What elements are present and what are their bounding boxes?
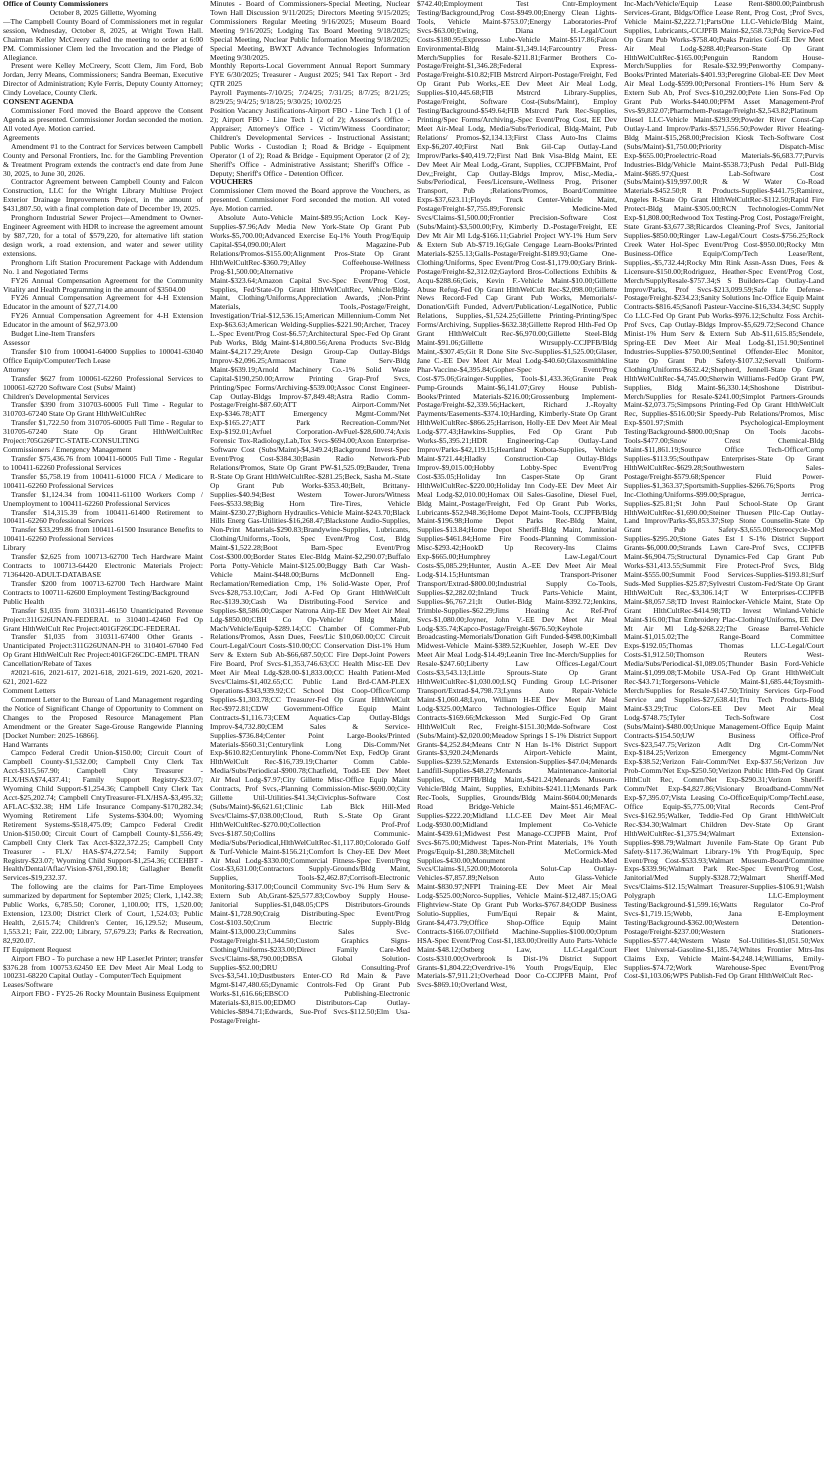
paragraph: October 8, 2025 Gillette, Wyoming <box>49 7 157 17</box>
paragraph: $742.40;Employment Test Cntr-Employment Testing/Background,Prog Cost-$949.00;Energy Clean Lights-Tools, Vehicle Maint-$753.07;Energy Laboratories-Prof Svcs-$63.00;Ewing, Diana H.-Legal/Court Costs-$180.95;Expresso Lube-Vehicle Maint-$517.86;Falcon Environmental-Bldg Maint-$1,349.14;Farcountry Press-Merch/Supplies for Resale-$211.81;Farmer Brothers Co-Postage/Freight-$1,346.28;Federal Express-Postage/Freight-$10.82;FIB Mstrcrd Airport-Postage/Freight, Fed Op Grant Pub Works,-EE Dev Meet Air Meal Lodg, Supplies-$10,445.68;FIB Mstrcrd Library-Supplies, Postage/Freight, Software Cost-(Subs/Maint), Employ Testing/Background-$549.64;FIB Mstrcrd Park Rec-Supplies, Printing/Spec Forms/Archiving,-Spec Event/Prog Cost, EE Dev Meet Air-Meal Lodg, Media/Subs/Periodical, Bldg-Maint, Pub Relations/ Promos-$2,134.13;First Class Auto-Ins Claims Exp-$6,207.40;First Natl Bnk Gil-Cap Outlay-Land Improv/Parks-$40,419.72;First Natl Bnk Visa-Bldg Maint, EE Dev Meet Air Meal Lodg,-Grant, Supplies, CCJPFBMaint, Prof Dev,;Freight, Cap Outlay-Bldgs Improv, Misc,-Media,-Subs/Periodical, Fees/Licensure,-Wellness Prog, Prisoner Transport, Pub ;Relations/Promos, Board/Committee Exps-$37,623.11;Floyds Truck Center-Vehicle Maint, Postage/Freight-$7,755.89;Forensic Medicine-Med Svcs/Claims-$1,500.00;Frontier Precision-Software Cost (Subs/Maint)-$3,500.00;Fry, Kimberly D.-Postage/Freight, EE Dev Mt Air Ml Ldg-$166.11;Gabriel Project WY-1% Hum Serv & Extern Sub Ab-$719.16;Gale Cengage Learn-Books/Printed Materials-$255.13;Galls-Postage/Freight-$189.93;Game One-Clothing/Uniforms, Spec Event/Prog Cost-$1,179.00;Gary Brink-Postage/Freight-$2,312.02;Gaylord Bros-Collections Exhibits & Acqu-$288.66;Geis, Kevin F.-Vehicle Maint-$10.00;Gillette Abuse Refug-Fed Op Grant HlthWelCult Rec-$2,098.00;Gillette News Record-Fed Cap Grant Pub Works, Memorials/-Donation/Gift Funded, Advert/Publication/-LegalNotice, Public Relations, Supplies,-$1,524.25;Gillette Printing-Printing/Spec Forms/Archiving, Supplies-$632.38;Gillette Reprod Hlth-Fed Op Grant HlthWelCult Rec-$6,970.00;Gillette Steel-Bldg Maint-$91.06;Gillette Wtrsupply-CCJPFB/Bldg Maint,-$307.45;Git R Done Site Svc-Supplies-$1,525.00;Glaser, Jane C.-EE Dev Meet Air Meal Lodg-$40.60;Glaxosmithkline Phar-Vaccine-$4,395.84;Gopher-Spec Event/Prog Cost-$75.06;Grainger-Supplies, Tools-$1,433.36;Granite Peak Pump-Grounds Maint-$6,141.07;Grey House Publish-Books/Printed Materials-$216.00;Grossenburg Implement-Postage/Freight-$2,339.56;Hackert, Richard J.-Royalty Payments/Easements-$374.10;Harding, Kimberly-State Op Grant HlthWelCultRec-$866.25;Harrison, Holly-EE Dev Meet Air Meal Lodg-$77.43;Hawkins-Supplies, Fed Op Grant Pub Works-$5,395.21;HDR Engineering-Cap Outlay-Land Improv/Parks-$42,119.15;Heartland Kubota-Supplies, Vehicle Maint-$721.44;Hladky Construction-Cap Outlay-Bldgs Improv-$9,015.00;Hobby Lobby-Spec Event/Prog Cost-$35.05;Holiday Inn Casper-State Op Grant HlthWelCultRec-$220.00;Holiday Inn Cody-EE Dev Meet Air Meal Lodg-$2,010.00;Homax Oil Sales-Gasoline, Diesel Fuel, Bldg Maint,-Postage/Freight, Fed Op Grant Pub Works, Lubricants-$52,948.36;Home Depot Maint-Tools, CCJPFB/Bldg Maint-$196.98;Home Depot Parks Rec-Bldg Maint, Supplies-$13.84;Home Depot Sheriff-Bldg Maint, Janitorial Supplies-$461.84;Home Fire Foods-Planning Commission-Misc-$293.42;HookD Up Recovery-Ins Claims Exp-$665.00;Humphrey Law-Legal/Court Costs-$5,085.29;Hunter, Austin A.-EE Dev Meet Air Meal Lodg-$14.15;Huntsman Transport-Prisoner Transport/Extrad-$800.00;Industrial Supply Co-Tools, Supplies-$2,282.02;Inland Truck Parts-Vehicle Maint, Supplies-$6,767.21;It Outlet-Bldg Maint-$392.72;Jenkins, Trimble-Supplies-$62.29;Jims Heating Ac Ref-Prof Svcs-$1,080.00;Joyner, John V.-EE Dev Meet Air Meal Lodg-$35.74;Kapco-Postage/Freight-$676.50;Keyhole Broadcasting-Memorials/Donation Gift Funded-$498.00;Kimball Midwest-Vehicle Maint-$389.52;Kuehler, Joseph W.-EE Dev Meet Air Meal Lodg-$14.49;Leanin Tree Inc-Merch/Supplies for Resale-$247.60;Liberty Law Offices-Legal/Court Costs-$3,543.13;Little Sprouts-State Op Grant HlthWelCultRec-$1,030.00;LSQ Funding Group LC-Prisoner Transport/Extrad-$4,798.73;Lynns Auto Repair-Vehicle Maint-$1,060.48;Lyon, William H-EE Dev Meet Air Meal Lodg-$325.00;Marco Technologies-Office Equip Maint Contracts-$169.66;Mckesson Med Surgic-Fed Op Grant HlthWelCult Rec, Freight-$151.30;Mde-Software Cost (Subs/Maint)-$2,020.00;Meadow Springs I S-1% District Support Grants-$4,252.84;Means Cntr N Han Is-1% District Support Grants-$3,920.24;Menards Airport-Vehicle Maint, Supplies-$239.52;Menards Extension-Supplies-$47.04;Menards Landfill-Supplies-$48.27;Menards Maintenance-Janitorial Supplies, CCJPFB/Bldg Maint,-$421.24;Menards Museum-Vehicle/Bldg Maint, Supplies, Exhibits-$241.11;Menards Park Rec-Tools, Supplies, Grounds/Bldg Maint-$604.00;Menards Road Bridge-Vehicle Maint-$51.46;MFAC-Supplies-$222.20;Midland LLC-EE Dev Meet Air Meal Lodg-$930.00;Midland Implement Co-Vehicle Maint-$439.61;Midwest Pest Manage-CCJPFB Maint, Prof Svcs-$675.00;Midwest Tapes-Non-Print Materials, 1% Youth Progs/Equip-$1,280.38;Mitchell McCormick-Med Supplies-$430.00;Monument Health-Med Svcs/Claims-$1,520.00;Motorola Solut-Cap Outlay-Vehicles-$7,857.89;Nelson Auto Glass-Vehicle Maint-$830.97;NFPI Training-EE Dev Meet Air Meal Lodg-$525.00;Norco-Supplies, Vehicle Maint-$12,487.15;OAG Flightview-State Op Grant Pub Works-$767.84;ODP Business Solutio-Supplies, Fum/Equi Repair & Maint, Grant-$4,473.79;Office Shop-Office Equip Maint Contracts-$166.07;Oilfield Machine-Supplies-$100.00;Optum HSA-Spec Event/Prog Cost-$1,183.00;Oreilly Auto Parts-Vehicle Maint-$48.12;Ostberg Law, LLC-Legal/Court Costs-$310.00;Overbrook Is Dist-1% District Support Grants-$1,804.22;Overdrive-1% Youth Progs/Equip, Elec Materials-$7,911.21;Overhead Door Co-CCJPFB Maint, Prof Svcs-$869.10;Overland West, <box>417 0 617 990</box>
column-4 <box>624 0 824 1457</box>
paragraph: Assessor <box>3 338 30 348</box>
paragraph: IT Equipment Request <box>3 944 72 954</box>
paragraph: Budget Line-Item Transfers <box>11 329 95 339</box>
subsection-heading: CONSENT AGENDA <box>3 97 74 107</box>
paragraph: —The Campbell County Board of Commissioners met in regular session, Wednesday, October 8, 2025, at Wright Town Hall. Chairman Kelley McCreery called the meeting to order at 6:00 PM. Commissioner Clem led the Invocation and the Pledge of Allegiance. <box>3 16 203 62</box>
paragraph: Transfer $33,299.86 from 100411-61500 Insurance Benefits to 100411-62260 Professional Services <box>3 525 203 544</box>
column-2 <box>210 0 410 1457</box>
paragraph: Transfer $390 from 310703-60005 Full Time - Regular to 310703-67240 State Op Grant HlthWelCultRec <box>3 400 203 419</box>
paragraph: Commissioner Ford moved the Board approve the Consent Agenda as presented. Commissioner Jordan seconded the motion. All voted Aye. Motion carried. <box>3 106 203 133</box>
paragraph: Transfer $1,035 from 310311-46150 Unanticipated Revenue Project:311G26UNAN-FEDERAL to 310401-42460 Fed Op Grant HlthWelCult Rec Project:401GF26CDC-FEDERAL <box>3 605 203 633</box>
paragraph: Present were Kelley McCreery, Scott Clem, Jim Ford, Bob Jordan, Jerry Means, Commissioners; Sandra Beeman, Executive Director of Administration; Kyle Ferris, Deputy County Attorney; Cindy Lovelace, County Clerk. <box>3 61 203 98</box>
column-3 <box>417 0 617 1457</box>
paragraph: Transfer $5,758.19 from 100411-61000 FICA / Medicare to 100411-62260 Professional Services <box>3 471 203 490</box>
paragraph: FY26 Annual Compensation Agreement for 4-H Extension Educator in the amount of $27,714.00 <box>3 293 203 312</box>
paragraph: Campco Federal Credit Union-$150.00; Circuit Court of Campbell County-$1,532.00; Campbell Cnty Clerk Tax Acct-$315,567.90; Campbell Cnty Treasurer - FLX/HSA$74,437.41; Family Support Registry-$23.07; Wyoming Child Support-$1,254.36; Campbell Cnty Clerk Tax Acct-$25,202.74; Campbell CntyTreasurer-FLX/HSA-$3,495.32; AFLAC-$32.38; HM Life Insurance Company-$170,282.34; Wyoming Retirement Life Systems-$304.00; Wyoming Retirement Systems-$518,475.09; Campco Federal Credit Union-$150.00; Circuit Court of Campbell County-$1,556.49; Campbell Cnty Clerk Tax Acct-$322,372.25; Campbell Cnty Treasurer - FLX/ HAS-$74,272.54; Family Support Registry-$23.07; Wyoming Child Support-$1,254.36; CCEHBT - Health/Dental/Aflac/Vision-$761,390.18; Gallagher Benefit Services-$19,232.37. <box>3 748 203 883</box>
paragraph: Inc-Mach/Vehicle/Equip Lease Rent-$800.00;Paintbrush Services-Grant, Bldgs/Office Lease Rent, Prog Cost, ;Prof Svcs, Vehicle Maint-$2,222.71;PartsOne LLC-Vehicle/Bldg Maint, Supplies, Lubricants,-CCJPFB Maint-$2,558.73;Pdq Service-Fed Op Grant Pub Works-$758.40;Peaks Prairies Golf-EE Dev Meet Air Meal Lodg-$288.40;Pearson-State Op Grant HlthWelCultRec-$165.00;Penguin Random House-Merch/Supplies for Resale-$32.99;Penworthy Company-Books/Printed Materials-$401.93;Peregrine Global-EE Dev Meet Air Meal Lodg-$599.00;Personal Frontiers-1% Hum Serv & Extern Sub Ab, Prof Svcs-$10,292.00;Pete Lien Sons-Fed Op Grant Pub Works-$440.00;PFM Asset Management-Prof Svs-$9,832.07;Pharmchem-Postage/Freight-$2,543.82;Platinum Diesel LLC-Vehicle Maint-$293.99;Powder River Const-Cap Outlay-Land Improv/Parks-$571,556.50;Powder River Heating-Bldg Maint-$15,268.00;Precision Kiosk Tech-Software Cost (Subs/Maint)-$1,750.00;Priority Dispatch-Misc Exp-$655.00;Proelectric-Road Materials-$6,683.77;Purvis Industries-Bldg/Vehicle Maint-$538.73;Push Pedal Pull-Bldg Maint-$685.97;Quest Lab-Software Cost (Subs/Maint)-$19,997.00;R & W Water Co-Road Materials-$452.50;R R Products-Supplies-$441.75;Ramirez, Angeles R-State Op Grant HlthWelCultRec-$112.50;Rapid Fire Protect-Bldg Maint-$305.00;RCN Technologies-Comm/Net Exp-$1,808.00;Redwood Tox Testing-Prog Cost, Postage/Freight, State Grant-$3,677.38;Ricardos Cleaning-Prof Svcs, Janitorial Supplies-$850.00;Ringer Law-Legal/Court Costs-$756.25;Rock Creek Water Hol-Spec Event/Prog Cost-$950.00;Rocky Mtn Business-Office Equip/Comp/Tech Lease/Rent, Supplies,-$5,732.44;Rocky Mtn Rink Assn-Assn Dues, Fees & Licensure-$150.00;Rodriguez, Heather-Spec Event/Prog Cost, Merch/SupplyResale-$757.34;S S Builders-Cap Outlay-Land Improv/Parks, Prof Svcs-$213,099.59;Safe Life Defense-Postage/Freight-$234.23;Sanity Solutions Inc-Office Equip Maint Contracts-$816.45;Sanofi Pasteur-Vaccine-$16,334.34;SC Supply Co LLC-Fed Op Grant Pub Works-$976.12;Schultz Foss Archit-Prof Svcs, Cap Outlay-Bldgs Improv-$5,629.72;Second Chance Minist-1% Hum Serv & Extern Sub Ab-$11,615.85;Sendele, Spring-EE Dev Meet Air Meal Lodg-$1,151.90;Sentinel Industries-Supplies-$750.00;Sentinel Offender-Elec Monitor, State Op Grant Pub Safety-$107.32;Servall Uniform-Clothing/Uniforms-$632.42;Shepherd, Jennell-State Op Grant HlthWelCultRec-$4,745.00;Sherwin Williams-FedOp Grant PW, Supplies, Bldg Maint-$6,330.14;Shoshone Distribut-Merch/Supplies for Resale-$241.00;Simplot Partners-Grounds Maint-$2,073.75;Simpsons Printing-Fed Op Grant HlthWelCult Rec, Supplies-$516.00;Sir Speedy-Pub Relations/Promos, Misc Exp-$501.97;Smith Psychological-Employment Testing/Background-$800.00;Snap On Tools Jacobs-Tools-$477.00;Snow Crest Chemical-Bldg Maint-$11,861.19;Source Office Tech-Office/Comp Supplies-$113.95;Southpaw Enterprises-State Op Grant HlthWelCultRec-$629.28;Southwestern Sales-Postage/Freight-$579.68;Spencer Fluid Power-Supplies-$1,363.37;Sportsmith-Supplies-$266.76;Sports Prog Inc-Clothing/Uniforms-$99.00;Sprague, Jerrica-Supplies-$25.81;St John Paul School-State Op Grant HlthWelCultRec-$1,690.00;Steiner Thuesen Pllc-Cap Outlay-Land Improv/Parks-$5,853.37;Step Stone Counselin-State Op Grant Pub Safety-$3,655.00;Stereocycle-Med Supplies-$295.20;Stone Gates Est I S-1% District Support Grants-$6,000.00;Strands Lawn Care-Prof Svcs, CCJPFB Maint-$6,904.75;Structural Dynamics-Fed Cap Grant Pub Works-$31,413.55;Summit Fire Protect-Prof Svcs, Bldg Maint-$555.00;Summit Food Services-Supplies-$193.81;Surf Suds-Med Supplies-$25.87;Sylvestri Custom-Fed/State Op Grant HlthWelCult Rec,-$3,306.14;T W Enterprises-CCJPFB Maint-$8,057.58;TD Invest Rainlocker-Vehicle Maint, State Op Grant HlthCultRec-$414.98;TD Invest Winland-Vehicle Maint-$16.00;That Embroidery Plac-Clothing/Uniforms, EE Dev Mt Air Ml Ldg-$268.22;The Grease Barrel-Vehicle Maint-$1,015.02;The Range-Board Committee Exps-$192.05;Thomas Thomas LLC-Legal/Court Costs-$1,912.50;Thomson Reuters West-Media/Subs/Periodical-$1,089.05;Thunder Basin Ford-Vehicle Maint-$1,099.08;T-Mobile USA-Fed Op Grant HlthWelCult Rec-$43.71;Torgersons-Vehicle Maint-$1,685.44;Toysmith-Merch/Supplies for Resale-$147.50;Trinity Services Grp-Food Service and Supplies-$27,638.41;Tru Tech Products-Bldg Maint-$3.29;Truc Colors-EE Dev Meet Air Meal Lodg-$748.75;Tyler Tech-Software Cost (Subs/Maint)-$480.00;Unique Management-Office Equip Maint Contracts-$154.50;UW Business Office-Prof Svcs-$23,547.75;Verizon Adlt Drg Crt-Comm/Net Exp-$184.25;Verizon Emergency Mgmt-Comm/Net Exp-$38.52;Verizon Fair-Comm/Net Exp-$37.56;Verizon Juv Prob-Comm/Net Exp-$250.50;Verizon Public Hlth-Fed Op Grant HlthCult Rec, Comm/Net Exp-$290.31;Verizon Sheriff-Comm/Net Exp-$4,827.86;Visionary Broadband-Comm/Net Exp-$7,395.07;Vista Leasing Co-OfficeEquip/Comp/TechLease, Office Equip-$5,775.00;Vital Records Cent-Prof Svcs-$162.95;Walker, Teddie-Fed Op Grant HlthWelCult Rec-$34.30;Walmart Children Dev-State Op Grant HlthWelCultRec-$1,375.94;Walmart Extension-Supplies-$98.79;Walmart Juvenile Fam-State Op Grant Pub Safety-$117.36;Walmart Library-1% Yth Prog/Equip, Spec Event/Prog Cost-$533.93;Walmart Museum-Board/Committee Exps-$339.96;Walmart Park Rec-Spec Event/Prog Cost, Janitorial/Med Supply-$328.72;Walmart Sheriff-Med Svcs/Claims-$12.15;Walmart Treasurer-Supplies-$106.91;Walsh Polygraph LLC-Employment Testing/Background-$1,599.16;Watts Regulator Co-Prof Svcs-$1,719.15;Webb, Jana E-Employment Testing/Background-$362.00;Western Detention-Postage/Freight-$237.00;Western Stationers-Supplies-$577.44;Western Waste Sol-Utilities-$1,051.50;Wex Fleet Universal-Gasoline-$1,185.74;Whites Frontier Mtrs-Ins Claims Exp, Vehicle Maint-$4,248.14;Williams, Emily-Supplies-$74.72;Work Warehouse-Spec Event/Prog Cost-$1,103.06;WPS Publish-Fed Op Grant HlthWelCult Rec- <box>624 0 824 981</box>
paragraph: Transfer $1,722.50 from 310705-60005 Full Time - Regular to 310705-67240 State Op Grant HlthWelCultRec Project:705G26PTC-STATE-CONSULTING <box>3 418 203 446</box>
paragraph: Hand Warrants <box>3 739 49 749</box>
paragraph: Commissioner Clem moved the Board approve the Vouchers, as presented. Commissioner Ford seconded the motion. All voted Aye. Motion carried. <box>210 186 410 214</box>
paragraph: Pronghorn Industrial Sewer Project—Amendment to Owner-Engineer Agreement with HDR to increase the agreement amount by $87,720, for a total of $579,220, for alternative lift station design work, a road extension, and water and sewer utility extensions. <box>3 213 203 258</box>
paragraph: Children's Developmental Services <box>3 391 110 401</box>
paragraph: Agreements <box>3 132 40 142</box>
paragraph: Public Health <box>3 596 45 606</box>
paragraph: Airport FBO - To purchase a new HP LaserJet Printer; transfer $376.28 from 100753.62450 EE Dev Meet Air Meal Lodg to 100231-68220 Capital Outlay - Computer/Tech Equipment <box>3 953 203 981</box>
paragraph: Pronghorn Lift Station Procurement Package with Addendum No. 1 and Negotiated Terms <box>3 257 203 276</box>
paragraph: Transfer $1,035 from 310311-67400 Other Grants - Unanticipated Project:311G26UNAN-PH to 310401-67040 Fed Op Grant HlthWelCult Rec Project:401GF26CDC-EMPL TRAN <box>3 632 203 660</box>
paragraph: Comment Letters <box>3 685 56 695</box>
paragraph: Leases/Software <box>3 980 53 990</box>
paragraph: FY26 Annual Compensation Agreement for 4-H Extension Educator in the amount of $62,973.00 <box>3 311 203 330</box>
paragraph: FY26 Annual Compensation Agreement for the Community Vitality and Health Programming in the amount of $3504.00 <box>3 275 203 294</box>
paragraph: Transfer $627 from 100061-62260 Professional Services to 100061-62720 Software Cost (Subs/ Maint) <box>3 373 203 392</box>
paragraph: Contractor Agreement between Campbell County and Falcon Construction, LLC for the Wright Library Multiuse Project Exterior Drainage Improvements Project, in the amount of $431,807.50, with a final completion date of December 19, 2025. <box>3 177 203 214</box>
paragraph: Transfer $1,124.34 from 100411-61100 Workers Comp / Unemployment to 100411-62260 Professional Services <box>3 489 203 508</box>
paragraph: Attorney <box>3 364 30 374</box>
paragraph: Transfer $2,625 from 100713-62700 Tech Hardware Maint Contracts to 100713-64420 Electronic Materials Project: 71364420-ADULT-DATABASE <box>3 552 203 579</box>
paragraph: Cancellation/Rebate of Taxes <box>3 659 92 669</box>
paragraph: Amendment #1 to the Contract for Services between Campbell County and Personal Frontiers, Inc. for the Gambling Prevention & Treatment Program extends the contract's end date from June 30, 2025, to June 30, 2026. <box>3 141 203 178</box>
column-1 <box>3 0 203 1457</box>
paragraph: Transfer $200 from 100713-62700 Tech Hardware Maint Contracts to 100711-62600 Employment Testing/Background <box>3 578 203 597</box>
paragraph: Comment Letter to the Bureau of Land Management regarding the Notice of Significant Change of Opportunity to Comment on Changes to the Proposed Resource Management Plan Amendment or the Greater Sage-Grouse Rangewide Planning [Docket Number: 2025-16866]. <box>3 694 203 740</box>
section-heading: Office of County Commissioners <box>3 0 109 8</box>
paragraph: Transfer $75,436.76 from 100411-60005 Full Time - Regular to 100411-62260 Professional Services <box>3 454 203 472</box>
paragraph: Payroll Payments-7/10/25; 7/24/25; 7/31/25; 8/7/25; 8/21/25; 8/29/25; 9/4/25; 9/18/25; 9/30/25; 10/02/25 <box>210 88 410 107</box>
paragraph: Absolute Auto-Vehicle Maint-$89.95;Action Lock Key-Supplies-$7.96;Adv Media New York-State Op Grant Pub Works-$5,700.00;Advanced Exercise Eq-1% Youth Prog/Equip Capital-$54,090.00;Alert Magazine-Pub Relations/Promos-$155.00;Alignment Pros-State Op Grant HlthWelCultRec-$360.79;Alley Coffeehouse-Wellness Prog-$1,500.00;Alternative Propane-Vehicle Maint-$323.64;Amazon Capital Svc-Spec Event/Prog Cost, Supplies, Fed/State-Op Grant HlthWelCultRec, Vehicle/Bldg-Maint, Clothing/Uniforms,Appreciation Awards, ;Non-Print Materials, Tools,-Postage/Freight, Investigation/Trial-$12,536.15;American Millennium-Comm Net Exp-$63.63;American Welding-Supplies-$221.90;Archer, Tracey L.-Spec Event/Prog Cost-$6.57;Architectural Spec-Fed Op Grant Pub Works, Bldg Maint-$14,800.56;Arena Products Svc-Bldg Maint-$4,217.29;Arete Design Group-Cap Outlay-Bldgs Improv-$2,096.25;Armacost Trane Serv-Bldg Maint-$639.19;Arnold Machinery Co.-1% Solid Waste Capital-$190,250.00;Arrow Printing Grap-Prof Svcs, Printing/Spec Forms/Archiving-$539.00;Assoc Const Engineer-Cap Outlay-Bldgs Improv-$7,849.48;Astra Radio Comm-Postage/Freight-$87.60;ATT Airport-Comm/Net Exp-$346.78;ATT Emergency Mgmt-Comm/Net Exp-$165.27;ATT Park Recreation-Comm/Net Exp-$192.01;Avfuel Corporation-AvFuel-$28,600.74;Axis Forensic Tox-Radiology,Lab,Tox Svcs-$694.00;Axon Enterprise-Software Cost (Subs/Maint)-$4,349.24;Background Invest-Spec Event/Prog Cost-$384.30;Basin Radio Network-Pub Relations/Promos, State Op Grant PW-$1,525.09;Bauder, Trena R-State Op Grant HlthWelCultRec-$281.25;Beck, Sasha M.-State Op Grant Pub Works-$353.40;Belt, Brittany-Supplies-$40.94;Best Western Tower-Jurors/Witness Fees-$533.98;Big Horn Tire-Tires, Vehicle Maint-$230.27;Bighorn Hydraulics-Vehicle Maint-$243.70;Black Hills Energ Gas-Utilities-$16,268.47;Blackstone Audio-Supplies, Non-Print Materials-$290.83;Brandywine-Supplies, Lubricants, Clothing/Uniforms,-Tools, Spec Event/Prog Cost, Bldg Maint-$1,522.28;Boot Barn-Spec Event/Prog Cost-$300.00;Border States Elec-Bldg Maint-$2,290.07;Buffalo Porta Potty-Vehicle Maint-$125.00;Buggy Bath Car Wash-Vehicle Maint-$448.00;Burns McDonnell Eng-Reclamation/Remediation Cmp, 1% Solid-Waste Oper, Prof Svcs-$28,753.10;Carr, Jodi A-Fed Op Grant HlthWelCult Rec-$139.30;Cash Wa Distributing-Food Service and Supplies-$8,586.00;Casper Natrona Airp-EE Dev Meet Air Meal Ldg-$850.00;CBH Co Op-Vehicle/ Bldg Maint, Mach/Vehicle/Equip-$289.14;CC Chamber Of Commer-Pub Relations/Promos, Assn Dues, Fees/Lic $10,060.00;CC Circuit Court-Legal/Court Costs-$10.00;CC Conservation Dist-1% Hum Serv & Extern Sub Ab-$66,687.50;CC Fire Dept-Joint Powers Fire Board, Prof Svcs-$1,353,746.63;CC Health Misc-EE Dev Meet Air Meal Ldg-$28.00-$1,833.00;CC Health Patient-Med Svcs/Claims-$1,402.65;CC Public Land Brd-CAM-PLEX Operations-$343,939.92;CC School Dist Coop-Office/Comp Supplies-$1,303.78;CC Treasurer-Fed Op Grant HlthWelCult Rec-$972.81;CDW Government-Office Equip Maint Contracts-$1,116.73;CEM Aquatics-Cap Outlay-Bldgs Improv-$4,732.80;CEM Sales & Service-Supplies-$736.84;Center Point Large-Books/Printed Materials-$560.31;Centurylink Long Dis-Comm/Net Exp-$610.82;Centurylink Phone-Comm/Net Exp, FedOp Grant HlthWelCult Rec-$16,739.19;Charter Comm Cable-Media/Subs/Periodical-$900.78;Chatfield, Todd-EE Dev Meet Air Meal Lodg-$7.97;City Gillette Misc-Office Equip Maint Contracts, Prof Svcs,-Planning Commission-Misc-$690.00;City Gillette Util-Utilities-$41.34;Civicplus-Software Cost (Subs/Maint)-$6,621.61;Clinic Lab Blck Hill-Med Svcs/Claims-$7,038.00;Cloud, Ruth S.-State Op Grant HlthWelCultRec-$270.00;Collection Prof-Prof Svcs-$187.50;Collins Communic-Media/Subs/Periodical,HlthWelCultRec-$1,117.80;Colorado Golf & Turf-Vehicle Maint-$156.21;Comfort Is Chey-EE Dev Meet Air Meal Lodg-$330.00;Commercial Fitness-Spec Event/Prog Cost-$3,631.00;Contractors Supply-Grounds/Bldg Maint, Supplies, Tools-$2,462.87;Corrisoft-Electronic Monitoring-$317.00;Council Community Svc-1% Hum Serv & Extern Sub Ab,Grant-$25,577.83;Cowboy Supply House-Janitorial Supplies-$1,048.05;CPS Distributors-Grounds Maint-$1,728.90;Craig Distributing-Spec Event/Prog Cost-$103.50;Crum Electric Supply-Bldg Maint-$13,000.23;Cummins Sales Svc-Postage/Freight-$11,344.50;Custom Graphics Signs-Clothing/Uniforms-$233.00;Direct Family Care-Med Svcs/Claims-$8,790.00;DBSA Global Solution-Supplies-$52.00;DRU Consulting-Prof Svcs-$3,541.10;Dustbusters Enter-CO Rd Main & Pave Mgmt-$147,480.65;Dynamic Controls-Fed Op Grant Pub Works-$1,616.66;EBSCO Publishing-Electronic Materials-$3,815.00;EDMO Distributors-Cap Outlay-Vehicles-$894.71;Edwards, Sue-Prof Svcs-$112.50;Elm Usa-Postage/Freight- <box>210 213 410 1026</box>
paragraph: #2021-616, 2021-617, 2021-618, 2021-619, 2021-620, 2021-621, 2021-622 <box>3 668 203 687</box>
subsection-heading: VOUCHERS <box>210 177 253 187</box>
paragraph: Position Vacancy Justifications-Airport FBO - Line Tech 1 (1 of 2); Airport FBO - Line Tech 1 (2 of 2); Assessor's Office - Appraiser; Attorney's Office - Victim/Witness Coordinator; Children's Developmental Services - Instructional Assistant; Public Works - Custodian I; Road & Bridge - Equipment Operator (1 of 2); Road & Bridge - Equipment Operator (2 of 2); Sheriff's Office - Administrative Assistant; Sheriff's Office - Deputy; Sheriff's Office - Detention Officer. <box>210 106 410 178</box>
paragraph: Transfer $14,315.39 from 100411-61400 Retirement to 100411-62260 Professional Services <box>3 507 203 526</box>
paragraph: Transfer $10 from 100041-64000 Supplies to 100041-63040 Office Equip/Computer/Tech Lease <box>3 346 203 365</box>
paragraph: Library <box>3 543 26 553</box>
paragraph: Monthly Reports-Local Government Annual Report Summary FYE 6/30/2025; Treasurer - August 2025; 941 Tax Report - 3rd QTR 2025 <box>210 61 410 89</box>
paragraph: Commissioners / Emergency Management <box>3 445 132 455</box>
paragraph: Airport FBO - FY25-26 Rocky Mountain Business Equipment <box>11 989 200 999</box>
paragraph: Minutes - Board of Commissioners-Special Meeting, Nuclear Town Hall Discussion 9/11/2025; Directors Meeting 9/15/2025; Commissioners Regular Meeting 9/16/2025; Museum Board Meeting 9/16/2025; Lodging Tax Board Meeting 9/18/2025; Special Meeting, Nuclear Public Information Meeting 9/18/2025; Special Meeting, BWXT Advance Technologies Information Meeting 9/30/2025. <box>210 0 410 62</box>
paragraph: The following are the claims for Part-Time Employees summarized by department for September 2025; Clerk, 1,142.38; Public Works, 6,785.50; Coroner, 1,100.00; ITS, 1,520.00; Extension, 123.00; District Clerk of Court, 1,524.03; Public Health, 2,615.74; Children's Center, 16,129.52; Museum, 1,553.21; Fair, 222.00; Library, 57,679.23; Parks & Recreation, 82,920.07. <box>3 882 203 945</box>
